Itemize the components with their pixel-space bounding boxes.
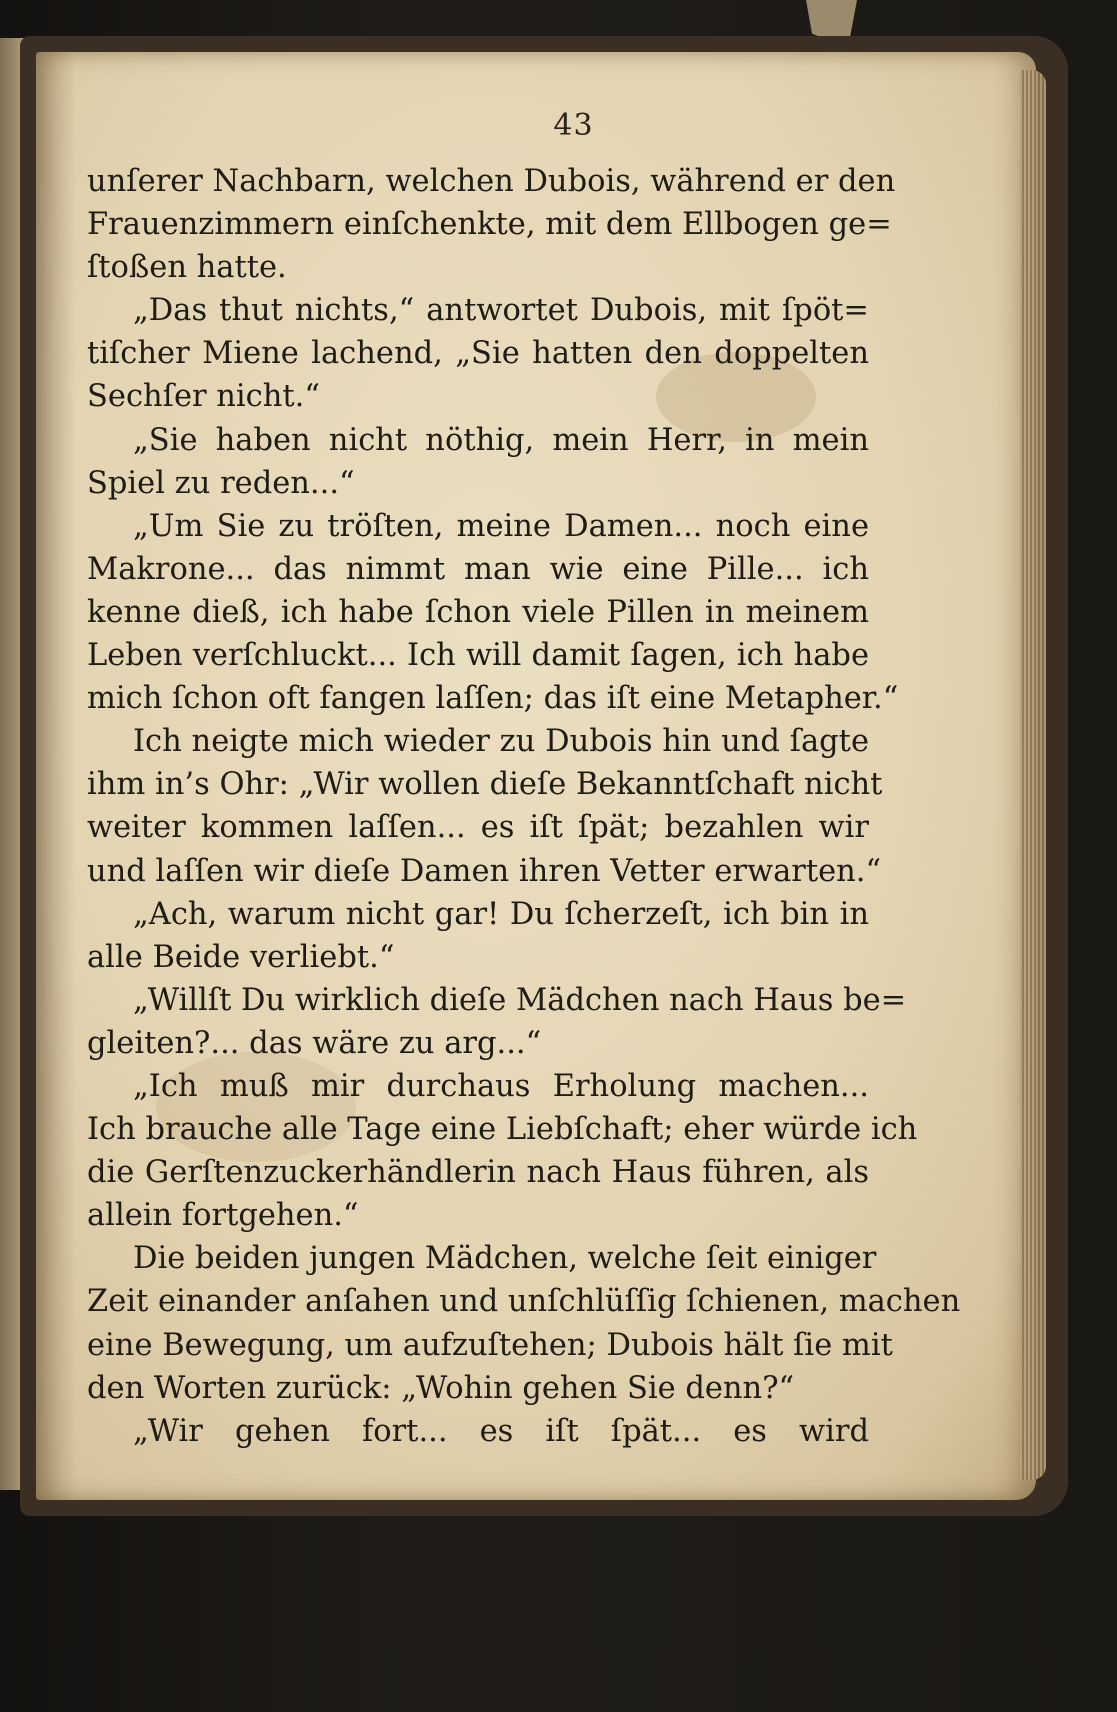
text-line: „Sie haben nicht nöthig, mein Herr, in mein	[133, 422, 869, 458]
page-number: 43	[553, 108, 594, 143]
page-gutter-shadow	[36, 52, 76, 1500]
text-line: alle Beide verliebt.“	[87, 939, 395, 975]
text-line: die Gerſtenzuckerhändlerin nach Haus führen, als	[87, 1155, 869, 1191]
text-line: „Um Sie zu tröſten, meine Damen... noch eine	[133, 508, 869, 544]
text-line: mich ſchon oft fangen laſſen; das iſt eine Metapher.“	[87, 681, 899, 717]
text-line: „Willſt Du wirklich dieſe Mädchen nach Haus be=	[133, 982, 907, 1018]
text-line: Sechſer nicht.“	[87, 379, 320, 415]
text-line: kenne dieß, ich habe ſchon viele Pillen in meinem	[87, 594, 869, 630]
text-line: allein fortgehen.“	[87, 1198, 359, 1234]
text-line: „Das thut nichts,“ antwortet Dubois, mit ſpöt=	[133, 293, 869, 329]
page-fore-edge	[1020, 70, 1046, 1480]
text-line: Ich neigte mich wieder zu Dubois hin und ſagte	[133, 724, 869, 760]
text-line: Ich brauche alle Tage eine Liebſchaft; eher würde ich	[87, 1112, 918, 1148]
text-line: Leben verſchluckt... Ich will damit ſagen, ich habe	[87, 638, 869, 674]
text-line: ſtoßen hatte.	[87, 250, 287, 286]
text-line: ihm in’s Ohr: „Wir wollen dieſe Bekanntſchaft nicht	[87, 767, 883, 803]
text-line: „Wir gehen fort... es iſt ſpät... es wird	[133, 1413, 869, 1449]
text-line: Frauenzimmern einſchenkte, mit dem Ellbogen ge=	[87, 207, 892, 243]
text-line: Makrone... das nimmt man wie eine Pille... ich	[87, 551, 869, 587]
text-line: „Ach, warum nicht gar! Du ſcherzeſt, ich bin in	[133, 896, 869, 932]
text-line: eine Bewegung, um aufzuſtehen; Dubois hält ſie mit	[87, 1327, 893, 1363]
text-line: tiſcher Miene lachend, „Sie hatten den doppelten	[87, 336, 869, 372]
text-line: Zeit einander anſahen und unſchlüſſig ſchienen, machen	[87, 1284, 961, 1320]
text-line: und laſſen wir dieſe Damen ihren Vetter erwarten.“	[87, 853, 882, 889]
body-text	[87, 160, 961, 1453]
text-line: Die beiden jungen Mädchen, welche ſeit einiger	[133, 1241, 877, 1277]
text-line: weiter kommen laſſen... es iſt ſpät; bezahlen wir	[87, 810, 869, 846]
text-line: den Worten zurück: „Wohin gehen Sie denn?“	[87, 1370, 795, 1406]
text-line: Spiel zu reden...“	[87, 465, 355, 501]
text-line: „Ich muß mir durchaus Erholung machen...	[133, 1068, 869, 1104]
text-line: unſerer Nachbarn, welchen Dubois, während er den	[87, 164, 896, 199]
text-line: gleiten?... das wäre zu arg...“	[87, 1025, 542, 1061]
